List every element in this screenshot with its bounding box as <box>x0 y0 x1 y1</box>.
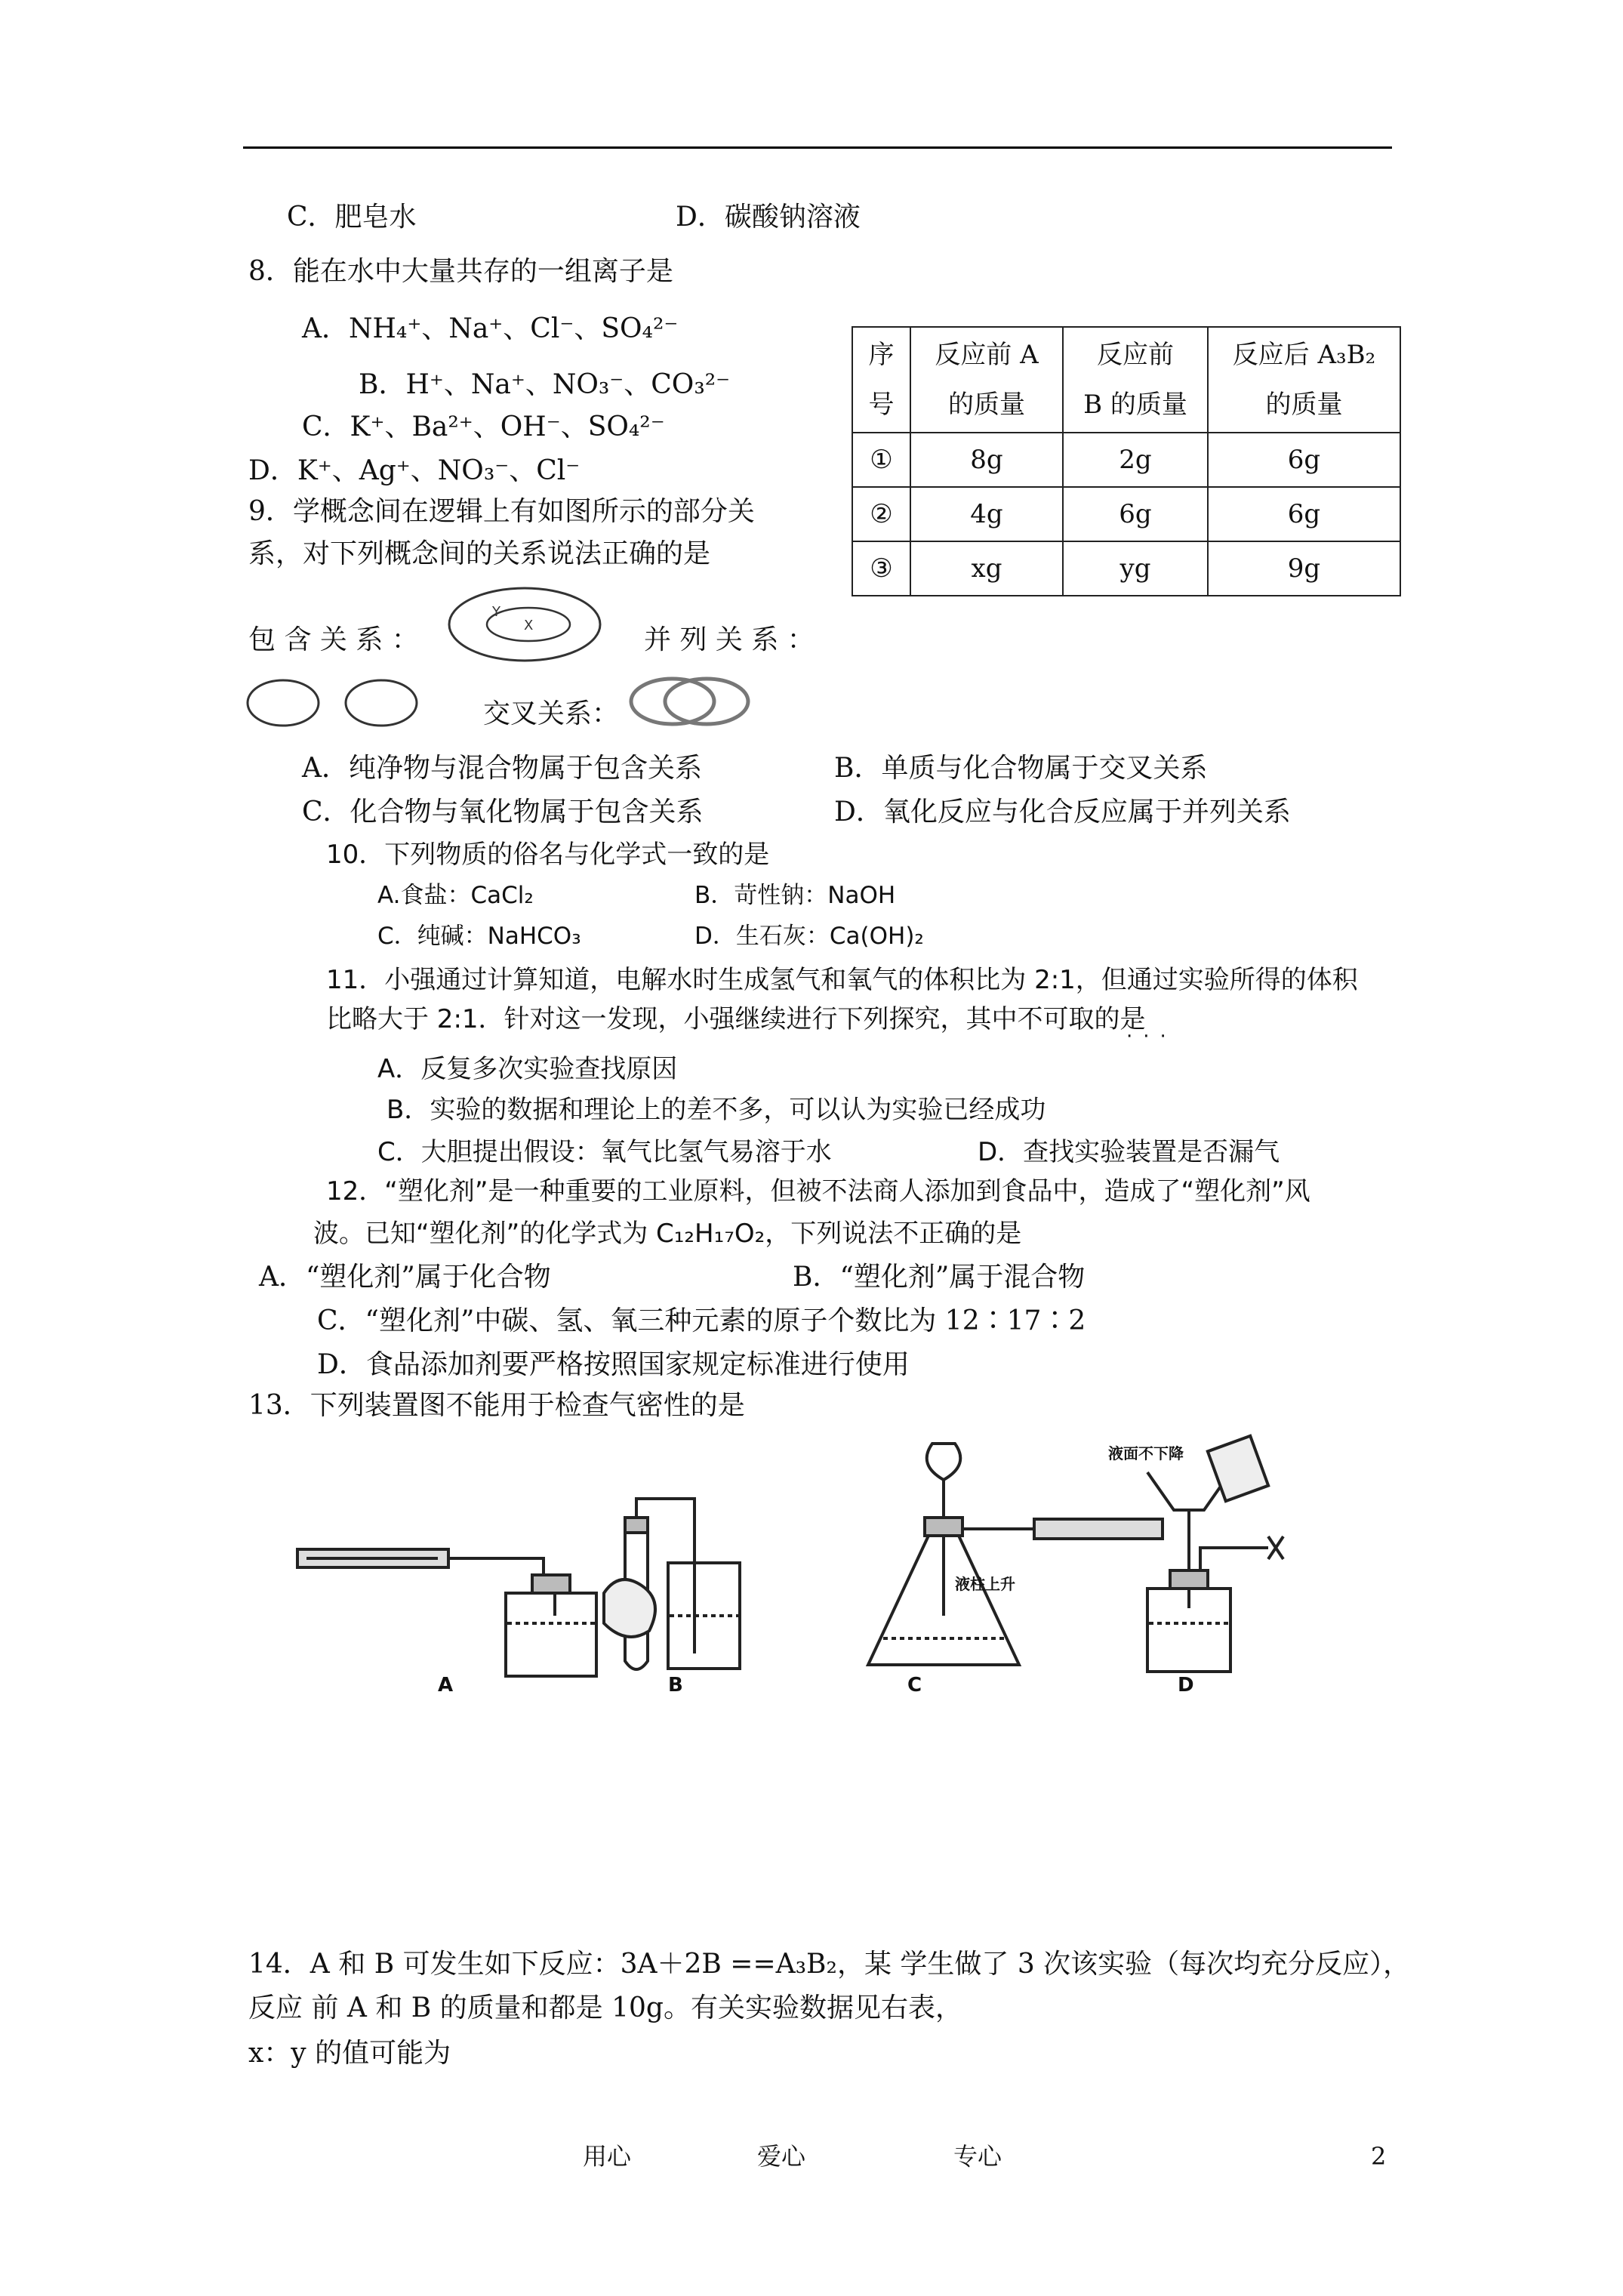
q11-option-b: B．实验的数据和理论上的差不多，可以认为实验已经成功 <box>387 1095 1046 1125</box>
syringe-c <box>1034 1519 1163 1539</box>
q14-stem-line2: 反应 前 A 和 B 的质量和都是 10g。有关实验数据见右表， <box>248 1992 962 2023</box>
q12-stem-line1: 12．“塑化剂”是一种重要的工业原料，但被不法商人添加到食品中，造成了“塑化剂”风 <box>326 1176 1310 1207</box>
label-c: C <box>907 1674 922 1697</box>
table-header-row <box>852 327 1400 433</box>
option-c-soap-water: C．肥皂水 <box>287 202 417 233</box>
q8-stem: 8．能在水中大量共存的一组离子是 <box>248 256 673 287</box>
label-liquid-rises: 液柱上升 <box>955 1575 1015 1593</box>
q9-option-c: C．化合物与氧化物属于包含关系 <box>302 797 704 827</box>
apparatus-d <box>1147 1436 1283 1672</box>
q13-stem: 13．下列装置图不能用于检查气密性的是 <box>248 1390 745 1421</box>
q8-option-c: C．K⁺、Ba²⁺、OH⁻、SO₄²⁻ <box>302 411 665 442</box>
q10-option-b: B．苛性钠：NaOH <box>694 882 896 909</box>
apparatus-b <box>604 1499 694 1669</box>
parallel-diagram <box>245 676 427 729</box>
q8-option-a: A．NH₄⁺、Na⁺、Cl⁻、SO₄²⁻ <box>302 313 679 344</box>
experiment-data-table <box>852 326 1401 596</box>
q9-stem-line1: 9．学概念间在逻辑上有如图所示的部分关 <box>248 496 755 527</box>
header-b-mass: 反应前 B 的质量 <box>1063 327 1208 433</box>
q9-cross-label: 交叉关系： <box>483 698 620 729</box>
q8-option-b: B．H⁺、Na⁺、NO₃⁻、CO₃²⁻ <box>359 369 731 400</box>
q11-stem-line2: 比略大于 2:1．针对这一发现，小强继续进行下列探究，其中不可取的是 <box>326 1004 1146 1034</box>
label-level-steady: 液面不下降 <box>1108 1444 1184 1462</box>
table-row: ① 8g 2g 6g <box>852 433 1400 487</box>
clip-d <box>1268 1536 1283 1559</box>
page-number: 2 <box>1371 2142 1387 2171</box>
q12-stem-line2: 波。已知“塑化剂”的化学式为 C₁₂H₁₇O₂，下列说法不正确的是 <box>313 1219 1022 1249</box>
q9-option-a: A．纯净物与混合物属于包含关系 <box>302 753 702 784</box>
header-rule <box>243 146 1392 149</box>
apparatus-a <box>297 1549 596 1676</box>
label-y: Y <box>492 604 500 620</box>
footer-word-2: 爱心 <box>757 2142 806 2171</box>
q10-option-a: A.食盐：CaCl₂ <box>377 882 534 909</box>
q9-parallel-label: 并 列 关 系 ： <box>644 624 815 655</box>
q14-stem-line3: x：y 的值可能为 <box>248 2038 451 2069</box>
q9-contain-label: 包 含 关 系 ： <box>248 624 419 655</box>
apparatus-figure <box>287 1435 1329 1706</box>
footer-word-3: 专心 <box>953 2142 1002 2171</box>
label-a: A <box>438 1674 454 1697</box>
footer-word-1: 用心 <box>583 2142 632 2171</box>
left-ellipse <box>248 680 319 726</box>
cross-right-ellipse <box>665 679 748 724</box>
label-b: B <box>668 1674 683 1697</box>
q14-stem-line1: 14．A 和 B 可发生如下反应：3A＋2B ==A₃B₂，某 学生做了 3 次该实验（每次均充分反应）， <box>248 1949 1411 1980</box>
q10-option-c: C．纯碱：NaHCO₃ <box>377 923 581 950</box>
q11-option-d: D．查找实验装置是否漏气 <box>978 1137 1280 1167</box>
q11-option-a: A．反复多次实验查找原因 <box>377 1054 678 1084</box>
q9-stem-line2: 系，对下列概念间的关系说法正确的是 <box>248 538 711 569</box>
containment-diagram <box>445 583 604 666</box>
option-d-sodium-carbonate: D．碳酸钠溶液 <box>676 202 861 233</box>
header-a-mass: 反应前 A 的质量 <box>910 327 1063 433</box>
stopper-a <box>532 1575 570 1593</box>
q10-option-d: D．生石灰：Ca(OH)₂ <box>694 923 924 950</box>
emphasis-dots: ··· <box>1126 1025 1177 1048</box>
q11-option-c: C．大胆提出假设：氧气比氢气易溶于水 <box>377 1137 832 1167</box>
q12-option-c: C．“塑化剂”中碳、氢、氧三种元素的原子个数比为 12∶17∶2 <box>317 1305 1086 1336</box>
q12-option-d: D．食品添加剂要严格按照国家规定标准进行使用 <box>317 1349 910 1380</box>
q9-option-d: D．氧化反应与化合反应属于并列关系 <box>834 797 1291 827</box>
label-x: X <box>524 618 534 633</box>
q12-option-a: A．“塑化剂”属于化合物 <box>259 1262 551 1293</box>
label-d: D <box>1178 1674 1194 1697</box>
q9-option-b: B．单质与化合物属于交叉关系 <box>834 753 1208 784</box>
right-ellipse <box>346 680 417 726</box>
q12-option-b: B．“塑化剂”属于混合物 <box>793 1262 1086 1293</box>
q8-option-d: D．K⁺、Ag⁺、NO₃⁻、Cl⁻ <box>248 455 581 486</box>
cross-diagram <box>624 675 759 728</box>
header-index: 序 号 <box>852 327 910 433</box>
q11-stem-line1: 11．小强通过计算知道，电解水时生成氢气和氧气的体积比为 2:1，但通过实验所得的体积 <box>326 965 1358 995</box>
apparatus-c <box>868 1444 1163 1665</box>
header-product-mass: 反应后 A₃B₂ 的质量 <box>1208 327 1400 433</box>
table-row: ③ xg yg 9g <box>852 541 1400 596</box>
q10-stem: 10．下列物质的俗名与化学式一致的是 <box>326 840 770 870</box>
cross-left-ellipse <box>631 679 714 724</box>
table-row: ② 4g 6g 6g <box>852 487 1400 541</box>
bottle-a <box>506 1593 596 1676</box>
